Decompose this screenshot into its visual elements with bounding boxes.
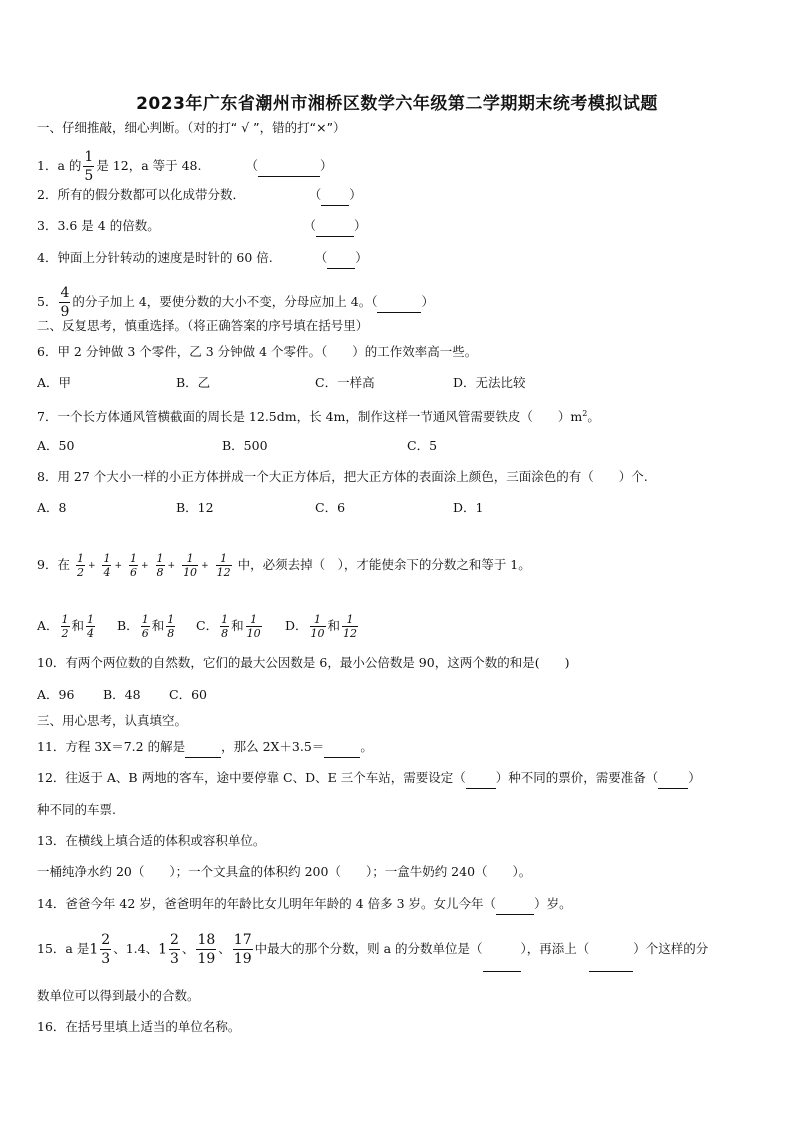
fraction-term: $\frac{1}{6}$ xyxy=(130,552,137,579)
q8-option-a[interactable]: A．8 xyxy=(37,500,67,515)
answer-blank-11b[interactable] xyxy=(324,741,360,758)
q7-option-c[interactable]: C．5 xyxy=(407,438,438,453)
question-13-items: 一桶纯净水约 20（ ）；一个文具盒的体积约 200（ ）；一盒牛奶约 240（ ）。 xyxy=(37,864,532,879)
q6-option-a[interactable]: A．甲 xyxy=(37,375,72,390)
section-heading-3: 三、用心思考，认真填空。 xyxy=(37,713,188,728)
question-15: 15．a 是1 $\frac{2}{3}$ 、1.4、1 $\frac{2}{3}$ 、 $\frac{18}{19}$ 、 $\frac{17}{19}$ 中最大的那个分数，则 a 的分数单位是（ ），再添上（ ）个这样的分 xyxy=(37,929,708,972)
fraction-term: $\frac{1}{12}$ xyxy=(216,552,231,579)
q7-option-a[interactable]: A．50 xyxy=(37,438,75,453)
fraction-18-19: $\frac{18}{19}$ xyxy=(197,932,216,967)
q8-option-d[interactable]: D．1 xyxy=(453,500,484,515)
section-heading-1: 一、仔细推敲，细心判断。（对的打“ √ ”，错的打“×”） xyxy=(37,120,346,135)
q10-option-a[interactable]: A．96 xyxy=(37,687,75,702)
question-12-cont: 种不同的车票. xyxy=(37,802,116,817)
question-5: 5． $\frac{4}{9}$ 的分子加上 4，要使分数的大小不变，分母应加上 4。（ ） xyxy=(37,285,434,320)
question-4: 4．钟面上分针转动的速度是时针的 60 倍. （ ） xyxy=(37,250,368,269)
fraction-1-5: $\frac{1}{5}$ xyxy=(84,149,94,184)
answer-blank-5[interactable] xyxy=(377,296,421,313)
mixed-number-1: 1 $\frac{2}{3}$ xyxy=(89,932,111,967)
answer-blank-2[interactable] xyxy=(321,189,349,206)
question-1: 1．a 的 $\frac{1}{5}$ 是 12，a 等于 48. （ ） xyxy=(37,149,333,184)
answer-blank-11a[interactable] xyxy=(185,741,221,758)
question-8: 8．用 27 个大小一样的小正方体拼成一个大正方体后，把大正方体的表面涂上颜色，三面涂色的有（ ）个. xyxy=(37,469,648,484)
mixed-number-2: 1 $\frac{2}{3}$ xyxy=(158,932,179,967)
fraction-term: $\frac{1}{8}$ xyxy=(156,552,164,579)
question-9: 9．在 $\frac{1}{2}$ + $\frac{1}{4}$ + $\frac{1}{6}$ + $\frac{1}{8}$ + $\frac{1}{10}$ + $\frac{1}{12}$ 中，必须去掉（ ），才能使余下的分数之和等于 1。 xyxy=(37,552,531,579)
question-13: 13．在横线上填合适的体积或容积单位。 xyxy=(37,833,266,848)
page-title: 2023年广东省潮州市湘桥区数学六年级第二学期期末统考模拟试题 xyxy=(136,94,658,114)
q6-option-d[interactable]: D．无法比较 xyxy=(453,375,526,390)
question-16: 16．在括号里填上适当的单位名称。 xyxy=(37,1019,241,1034)
question-6: 6．甲 2 分钟做 3 个零件，乙 3 分钟做 4 个零件。（ ）的工作效率高一些。 xyxy=(37,344,478,359)
answer-blank-15a[interactable] xyxy=(483,931,521,972)
answer-blank-12a[interactable] xyxy=(466,772,496,789)
answer-blank-14[interactable] xyxy=(496,898,534,915)
q9-option-a[interactable]: A． $\frac{1}{2}$ 和 $\frac{1}{4}$ xyxy=(37,613,95,640)
q9-option-c[interactable]: C． $\frac{1}{8}$ 和 $\frac{1}{10}$ xyxy=(196,613,261,640)
answer-blank-4[interactable] xyxy=(327,252,355,269)
question-11: 11．方程 3X＝7.2 的解是 ，那么 2X＋3.5＝ 。 xyxy=(37,739,373,758)
question-12: 12．往返于 A、B 两地的客车，途中要停靠 C、D、E 三个车站，需要设定（ ）种不同的票价，需要准备（ ） xyxy=(37,770,701,789)
answer-blank-3[interactable] xyxy=(316,220,354,237)
question-10: 10．有两个两位数的自然数，它们的最大公因数是 6，最小公倍数是 90，这两个数的和是( ) xyxy=(37,655,570,670)
answer-blank-1[interactable] xyxy=(258,160,320,177)
fraction-term: $\frac{1}{4}$ xyxy=(103,552,111,579)
q10-option-b[interactable]: B．48 xyxy=(103,687,141,702)
answer-blank-15b[interactable] xyxy=(589,931,633,972)
q6-option-c[interactable]: C．一样高 xyxy=(315,375,375,390)
question-14: 14．爸爸今年 42 岁，爸爸明年的年龄比女儿明年年龄的 4 倍多 3 岁。女儿今年（ ）岁。 xyxy=(37,896,572,915)
fraction-4-9: $\frac{4}{9}$ xyxy=(60,285,70,320)
question-3: 3．3.6 是 4 的倍数。 （ ） xyxy=(37,218,367,237)
q6-option-b[interactable]: B．乙 xyxy=(176,375,211,390)
q8-option-c[interactable]: C．6 xyxy=(315,500,346,515)
answer-blank-12b[interactable] xyxy=(658,772,688,789)
question-7: 7．一个长方体通风管横截面的周长是 12.5dm，长 4m，制作这样一节通风管需要铁皮（ ）$m^2$。 xyxy=(37,409,600,425)
fraction-term: $\frac{1}{10}$ xyxy=(183,552,198,579)
fraction-term: $\frac{1}{2}$ xyxy=(76,552,84,579)
q10-option-c[interactable]: C．60 xyxy=(169,687,207,702)
fraction-17-19: $\frac{17}{19}$ xyxy=(233,932,252,967)
section-heading-2: 二、反复思考，慎重选择。（将正确答案的序号填在括号里） xyxy=(37,318,369,333)
question-15-cont: 数单位可以得到最小的合数。 xyxy=(37,988,200,1003)
q9-option-d[interactable]: D． $\frac{1}{10}$ 和 $\frac{1}{12}$ xyxy=(285,613,358,640)
q8-option-b[interactable]: B．12 xyxy=(176,500,214,515)
q9-option-b[interactable]: B． $\frac{1}{6}$ 和 $\frac{1}{8}$ xyxy=(117,613,175,640)
question-2: 2．所有的假分数都可以化成带分数． （ ） xyxy=(37,187,362,206)
q7-option-b[interactable]: B．500 xyxy=(222,438,268,453)
fraction-sum-expression: $\frac{1}{2}$ + $\frac{1}{4}$ + $\frac{1}{6}$ + $\frac{1}{8}$ + $\frac{1}{10}$ + $\frac{1}{12}$ xyxy=(76,552,231,579)
